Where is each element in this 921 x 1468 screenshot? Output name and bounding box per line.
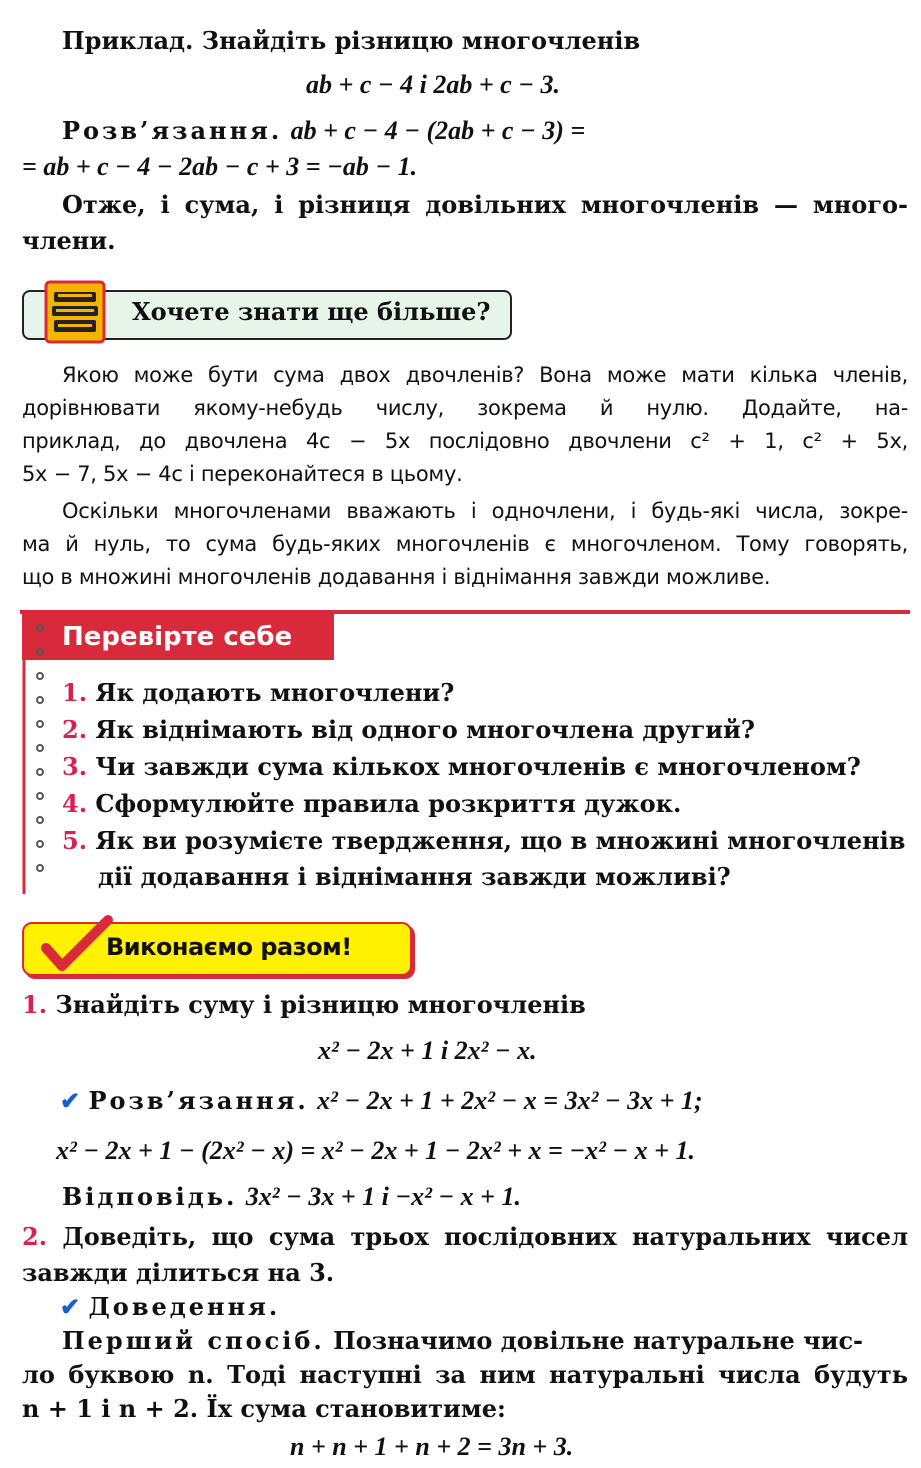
task-1-solution-line-2: x² − 2x + 1 − (2x² − x) = x² − 2x + 1 − 2x² + x = −x² − x + 1. — [56, 1136, 695, 1165]
example-task: Знайдіть різницю многочленів — [201, 26, 641, 55]
notebook-spiral-icon — [20, 614, 54, 894]
solution-label: Розв’язання. — [62, 116, 283, 145]
solution-line-2: = ab + c − 4 − 2ab − c + 3 = −ab − 1. — [22, 152, 418, 181]
blue-check-icon-2: ✔ — [60, 1292, 81, 1321]
know-more-title: Хочете знати ще більше? — [132, 297, 491, 326]
together-title: Виконаємо разом! — [106, 933, 352, 961]
question-2: 2. Як віднімають від одного многочлена другий? — [62, 715, 755, 744]
task-2-sum: n + n + 1 + n + 2 = 3n + 3. — [290, 1432, 574, 1461]
task-2-way-line-2: ло буквою n. Тоді наступні за ним натуральні числа будуть — [22, 1360, 908, 1389]
task-1-heading: 1. Знайдіть суму і різницю многочленів — [22, 990, 586, 1019]
conclusion-line-1: Отже, і сума, і різниця довільних многочленів — много- — [62, 190, 908, 219]
check-yourself-title: Перевірте себе — [22, 614, 334, 660]
blue-check-icon: ✔ — [60, 1086, 81, 1115]
task-2-way-line-3: n + 1 і n + 2. Їх сума становитиме: — [22, 1394, 506, 1423]
know-p2-line-2: ма й нуль, то сума будь-яких многочленів є многочленом. Тому говорять, — [22, 532, 908, 556]
example-heading — [62, 26, 640, 56]
question-5-cont: дії додавання і віднімання завжди можливі? — [98, 862, 731, 891]
books-icon — [42, 280, 108, 344]
task-2-proof-row: ✔ Доведення. — [60, 1292, 281, 1321]
know-p1-line-4: 5x − 7, 5x − 4c і переконайтеся в цьому. — [22, 462, 463, 486]
know-p2-line-3: що в множині многочленів додавання і віднімання завжди можливе. — [22, 565, 771, 589]
example-label: Приклад. — [62, 26, 194, 55]
question-5: 5. Як ви розумієте твердження, що в множині многочленів — [62, 826, 906, 855]
task-2-heading-cont: завжди ділиться на 3. — [22, 1258, 335, 1287]
know-p1-line-2: дорівнювати якому-небудь числу, зокрема й нулю. Додайте, на- — [22, 396, 908, 420]
checkmark-icon — [40, 914, 114, 980]
know-p2-line-1: Оскільки многочленами вважають і одночлени, і будь-які числа, зокре- — [62, 499, 908, 523]
example-expression: ab + c − 4 і 2ab + c − 3. — [306, 70, 560, 99]
task-1-solution-row: ✔ Розв’язання. x² − 2x + 1 + 2x² − x = 3x² − 3x + 1; — [60, 1086, 703, 1115]
task-1-answer-row: Відповідь. 3x² − 3x + 1 і −x² − x + 1. — [62, 1182, 521, 1211]
task-2-way-row: Перший спосіб. Позначимо довільне натуральне чис- — [62, 1326, 864, 1355]
question-4: 4. Сформулюйте правила розкриття дужок. — [62, 789, 682, 818]
question-3: 3. Чи завжди сума кількох многочленів є многочленом? — [62, 752, 861, 781]
example-solution-row — [62, 116, 585, 146]
question-1: 1. Як додають многочлени? — [62, 678, 455, 707]
know-p1-line-1: Якою може бути сума двох двочленів? Вона може мати кілька членів, — [62, 363, 908, 387]
solution-line-1: ab + c − 4 − (2ab + c − 3) = — [290, 116, 586, 145]
conclusion-line-2: члени. — [22, 226, 116, 255]
know-p1-line-3: приклад, до двочлена 4c − 5x послідовно двочлени c² + 1, c² + 5x, — [22, 429, 908, 453]
task-2-heading: 2. Доведіть, що сума трьох послідовних натуральних чисел — [22, 1222, 908, 1251]
task-1-expression: x² − 2x + 1 і 2x² − x. — [318, 1036, 537, 1065]
